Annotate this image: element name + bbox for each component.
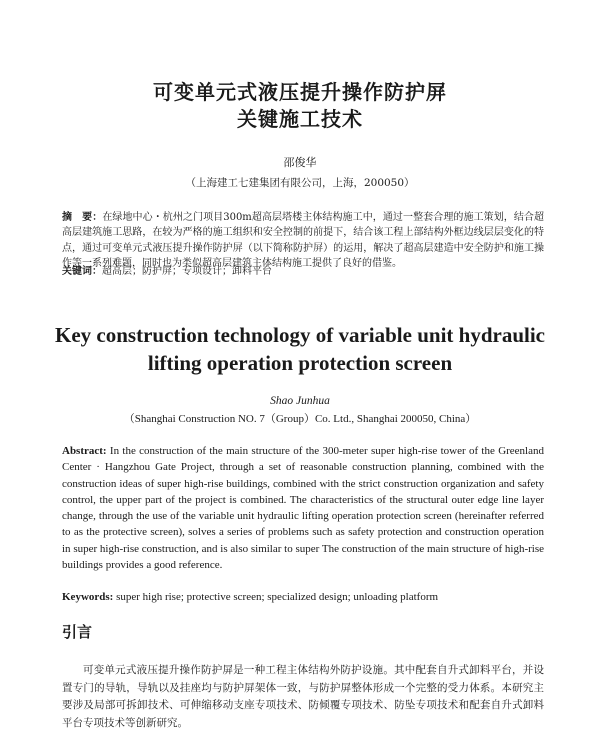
chinese-title-line-2: 关键施工技术 [237,107,363,131]
keywords-english-label: Keywords: [62,591,114,603]
abstract-chinese [62,210,544,271]
keywords-chinese [62,265,544,279]
abstract-chinese-label: 摘 要： [62,212,103,223]
keywords-english [62,590,544,604]
introduction-paragraph: 可变单元式液压提升操作防护屏是一种工程主体结构外防护设施。其中配套自升式卸料平台，并设置专门的导轨，导轨以及挂座均与防护屏架体一致，与防护屏整体形成一个完整的受力体系。本研究主要涉及局部可拆卸技术、可伸缩移动支座专项技术、防倾覆专项技术、防坠专项技术和配套自升式卸料平台专项技术等创新研究。 [62,664,544,729]
author-chinese: 邵俊华 [283,156,317,169]
abstract-english-text: In the construction of the main structure of the 300-meter super high-rise tower of the Greenland Center · Hangzhou Gate Project, through a set of reasonable construction planning, combined with the construction ideas of super high-rise buildings, combined with the strict construction organization and safety control, the upper part of the project is combined. The characteristics of the structural outer edge line layer change, through the use of the variable unit hydraulic lifting operation protection screen (hereinafter referred to as the protective screen), solves a series of problems such as safety protection and construction operation in super high-rise construction, and is also similar to super The construction of the main structure of high-rise buildings provides a good reference. [62,445,544,572]
section-heading-introduction: 引言 [62,623,93,641]
keywords-english-text: super high rise; protective screen; specialized design; unloading platform [113,591,439,603]
abstract-english-label: Abstract: [62,445,107,457]
keywords-chinese-text: 超高层；防护屏；专项设计；卸料平台 [102,266,272,277]
english-title-line-1: Key construction technology of variable unit hydraulic [55,323,545,347]
abstract-english [62,443,544,573]
chinese-title-line-1: 可变单元式液压提升操作防护屏 [153,80,447,104]
abstract-chinese-text: 在绿地中心・杭州之门项目300m超高层塔楼主体结构施工中，通过一整套合理的施工策划，结合超高层建筑施工思路，在较为严格的施工组织和安全控制的前提下，结合该工程上部结构外框边线层层变化的特点，通过可变单元式液压提升操作防护屏（以下简称防护屏）的运用，解决了超高层建造中安全防护和施工操作等一系列难题，同时也为类似超高层建筑主体结构施工提供了良好的借鉴。 [62,212,544,269]
keywords-chinese-label: 关键词： [62,266,102,277]
author-english: Shao Junhua [270,395,330,407]
affiliation-english: （Shanghai Construction NO. 7（Group）Co. Ltd., Shanghai 200050, China） [123,413,477,425]
english-title-line-2: lifting operation protection screen [147,351,453,375]
affiliation-chinese: （上海建工七建集团有限公司，上海，200050） [185,177,415,189]
